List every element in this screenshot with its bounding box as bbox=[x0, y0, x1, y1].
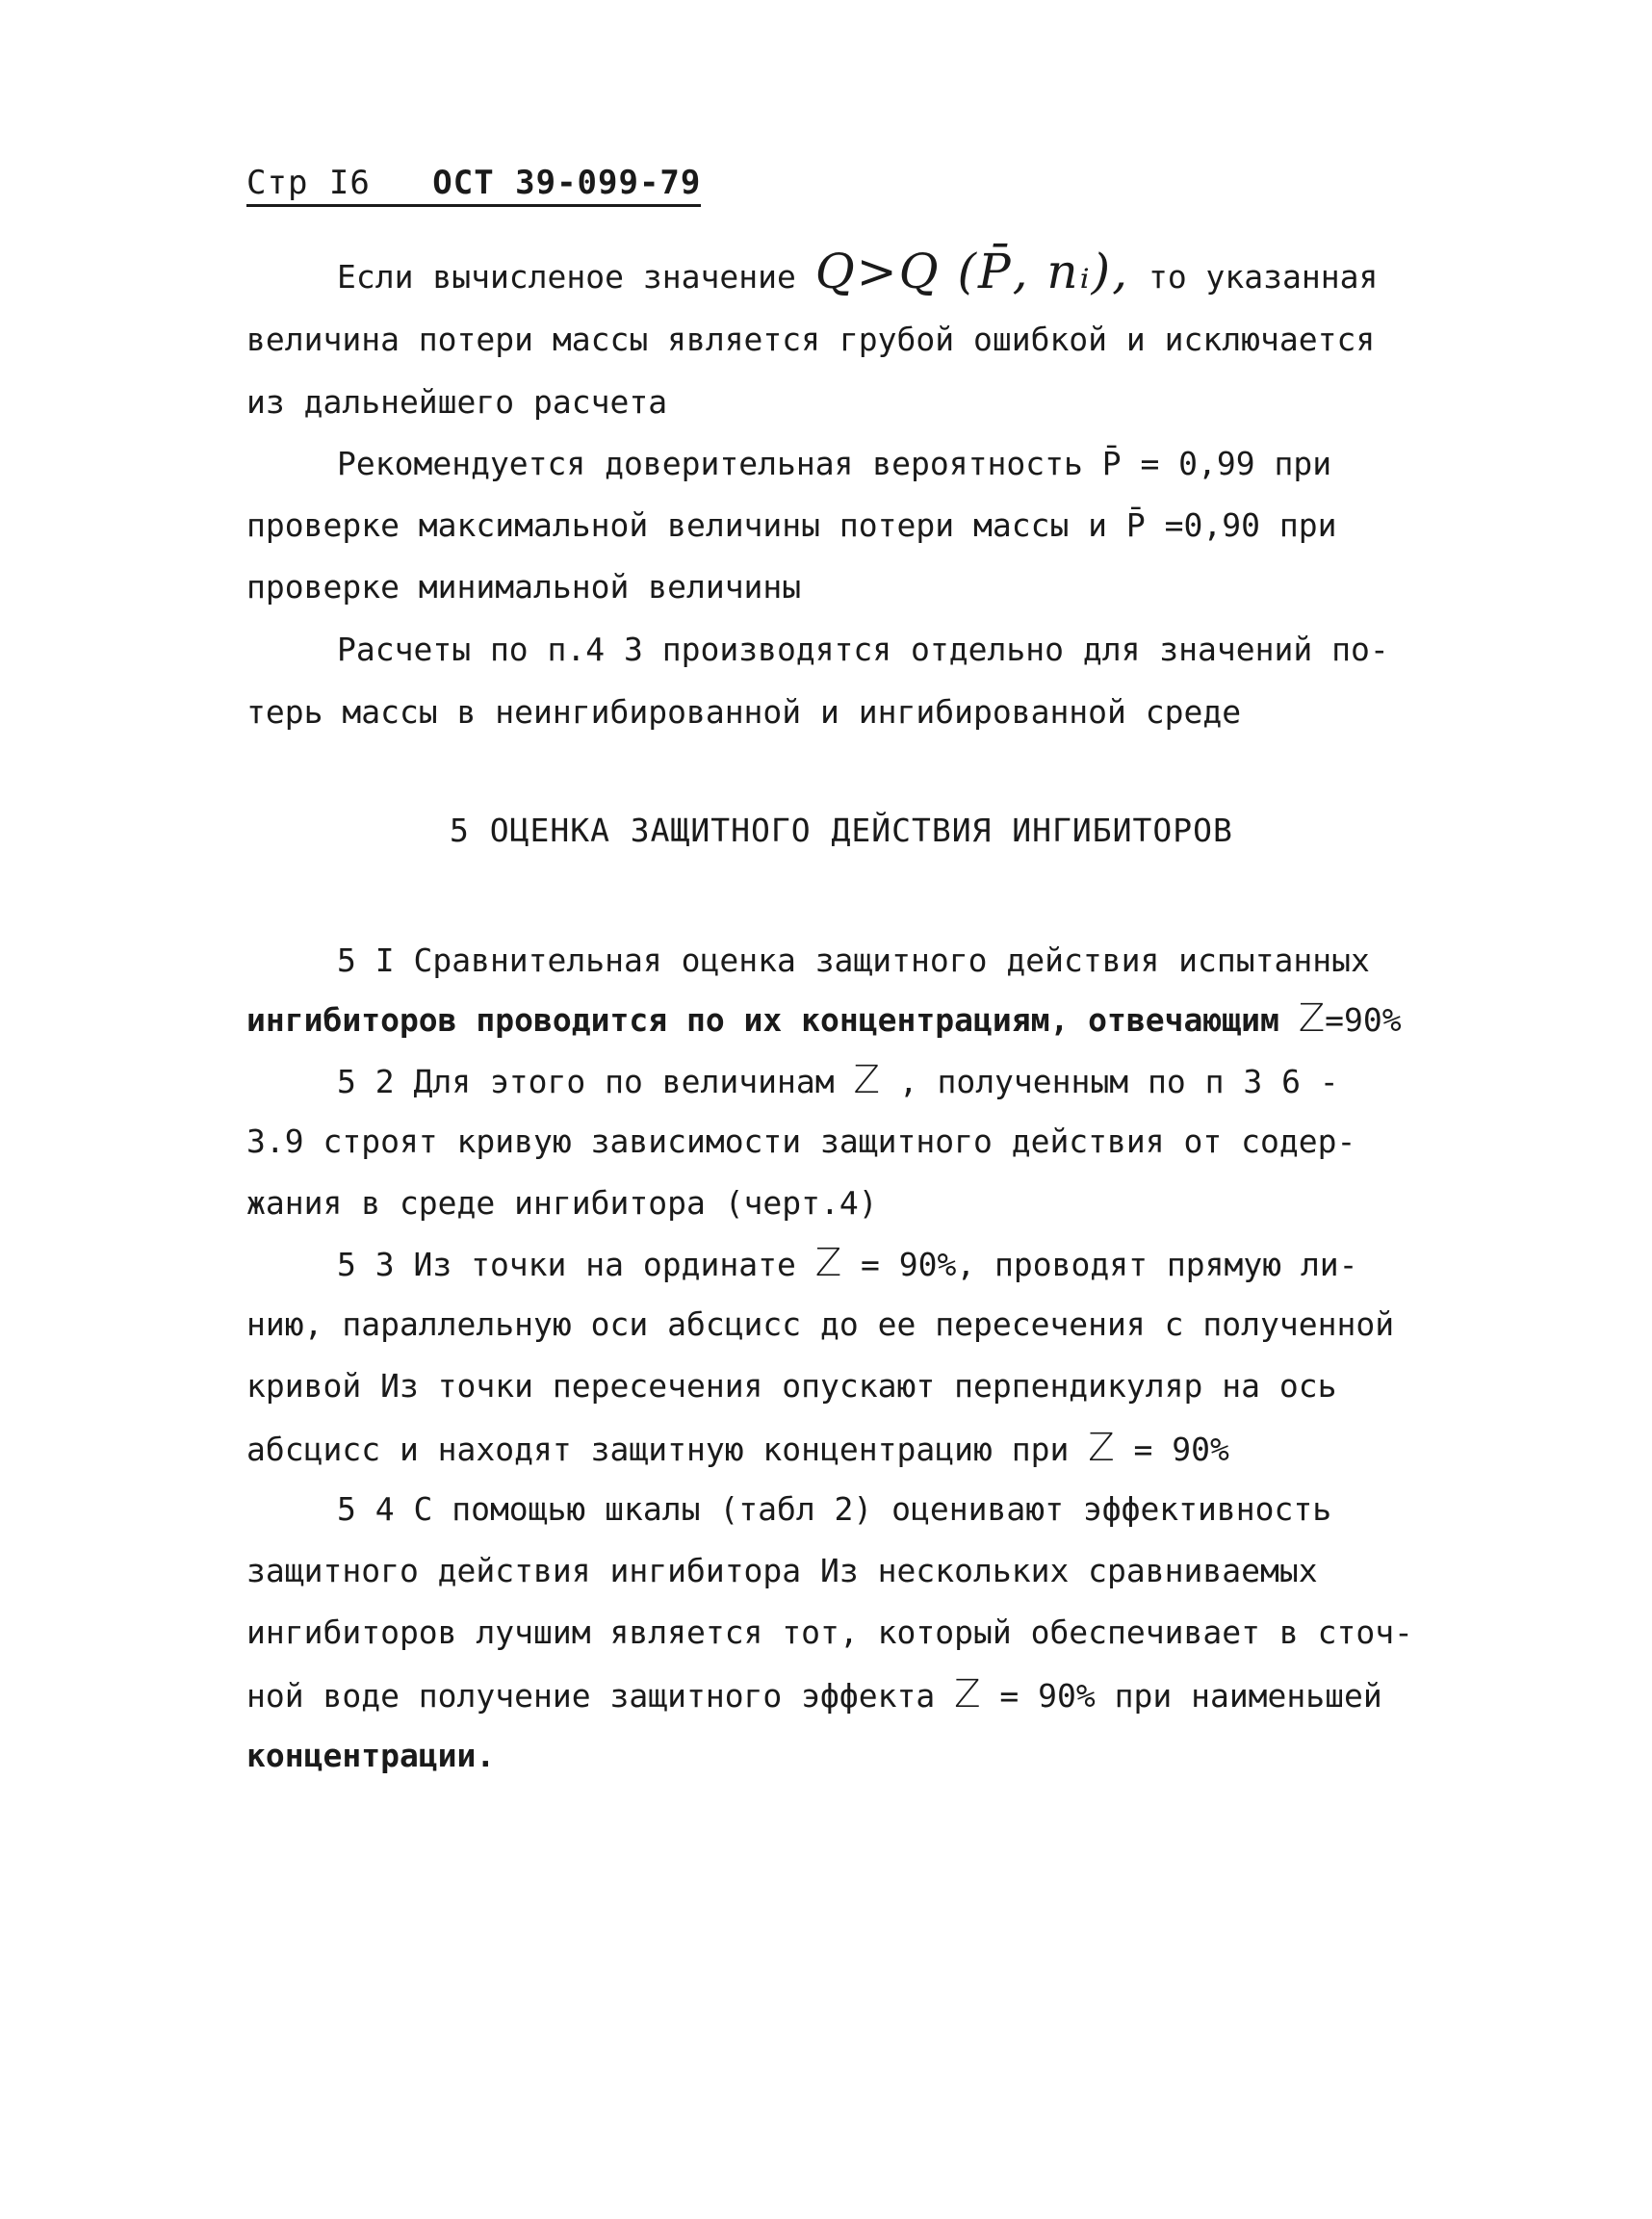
item53-line4 bbox=[246, 1426, 1392, 1470]
p2-line1: Рекомендуется доверительная вероятность P̄ = 0,99 при bbox=[337, 445, 1332, 482]
item54-line4-text: ной воде получение защитного эффекта bbox=[246, 1677, 936, 1715]
item53-line1-text: 5 3 Из точки на ординате bbox=[337, 1246, 796, 1283]
p1-line1-text: Если вычисленое значение bbox=[337, 258, 796, 296]
item51-line1: 5 I Сравнительная оценка защитного действия испытанных bbox=[337, 942, 1370, 979]
page-header bbox=[246, 164, 701, 207]
item53-line2: нию, параллельную оси абсцисс до ее пересечения с полученной bbox=[246, 1305, 1395, 1343]
item54-line1: 5 4 С помощью шкалы (табл 2) оценивают эффективность bbox=[337, 1490, 1332, 1528]
item54-line5: концентрации. bbox=[246, 1737, 496, 1774]
item52-line1-tail: , полученным по п 3 6 - bbox=[898, 1063, 1339, 1100]
p3-line2: терь массы в неингибированной и ингибированной среде bbox=[246, 693, 1242, 731]
z-symbol: Z bbox=[954, 1672, 981, 1716]
item53-line4-text: абсцисс и находят защитную концентрацию при bbox=[246, 1431, 1070, 1468]
item51-line2 bbox=[246, 996, 1402, 1041]
item51-line2-tail: =90% bbox=[1325, 1001, 1402, 1039]
formula: Q>Q (P̄, nᵢ), bbox=[814, 244, 1130, 299]
item54-line2: защитного действия ингибитора Из нескольких сравниваемых bbox=[246, 1552, 1318, 1589]
item54-line4-tail: = 90% при наименьшей bbox=[999, 1677, 1382, 1715]
item54-line3: ингибиторов лучшим является тот, который обеспечивает в сточ- bbox=[246, 1613, 1413, 1651]
item53-line1-tail: = 90%, проводят прямую ли- bbox=[860, 1246, 1358, 1283]
item53-line3: кривой Из точки пересечения опускают перпендикуляр на ось bbox=[246, 1367, 1337, 1405]
item51-line2-text: ингибиторов проводится по их концентрациям, отвечающим bbox=[246, 1001, 1279, 1039]
item52-line3: жания в среде ингибитора (черт.4) bbox=[246, 1184, 878, 1222]
p1-line1-tail: то указанная bbox=[1148, 258, 1379, 296]
z-symbol: Z bbox=[853, 1058, 880, 1102]
z-symbol: Z bbox=[1298, 996, 1326, 1041]
item52-line1 bbox=[337, 1058, 1396, 1102]
item53-line1 bbox=[337, 1241, 1396, 1285]
p1-line3: из дальнейшего расчета bbox=[246, 383, 668, 421]
item53-line4-tail: = 90% bbox=[1133, 1431, 1229, 1468]
p1-line2: величина потери массы является грубой ошибкой и исключается bbox=[246, 321, 1376, 358]
item54-line4 bbox=[246, 1672, 1392, 1716]
p2-line2: проверке максимальной величины потери массы и P̄ =0,90 при bbox=[246, 506, 1337, 544]
p3-line1: Расчеты по п.4 3 производятся отдельно для значений по- bbox=[337, 631, 1389, 668]
item52-line1-text: 5 2 Для этого по величинам bbox=[337, 1063, 835, 1100]
z-symbol: Z bbox=[1088, 1426, 1115, 1470]
section-heading: 5 ОЦЕНКА ЗАЩИТНОГО ДЕЙСТВИЯ ИНГИБИТОРОВ bbox=[450, 812, 1233, 849]
z-symbol: Z bbox=[814, 1241, 842, 1285]
page-number: Стр I6 bbox=[246, 164, 371, 202]
standard-code: ОСТ 39-099-79 bbox=[432, 164, 702, 202]
p2-line3: проверке минимальной величины bbox=[246, 568, 802, 606]
item52-line2: 3.9 строят кривую зависимости защитного действия от содер- bbox=[246, 1122, 1356, 1160]
p1-line1 bbox=[337, 244, 1396, 299]
